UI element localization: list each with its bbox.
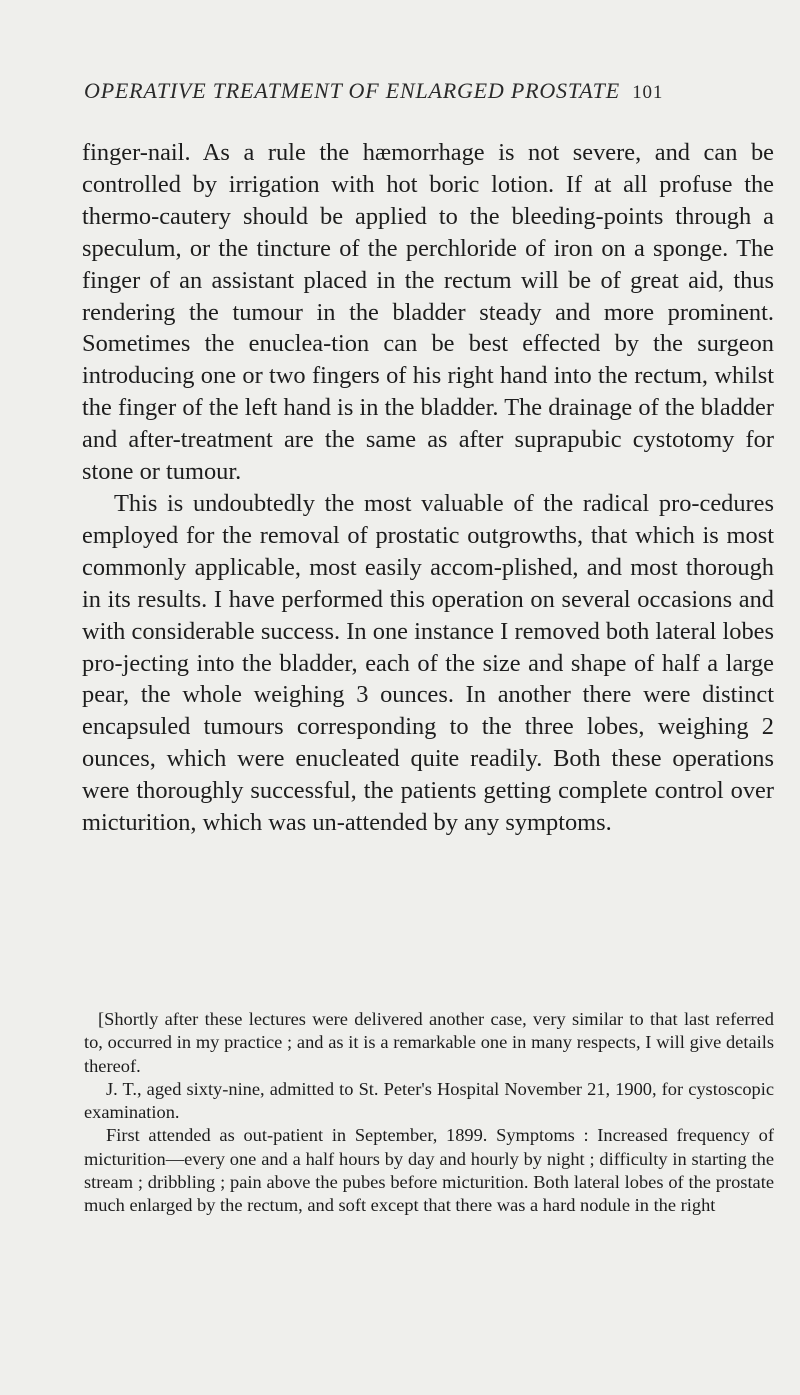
running-title: OPERATIVE TREATMENT OF ENLARGED PROSTATE <box>84 78 620 103</box>
case-notes <box>84 1008 774 1218</box>
body-paragraph-2: This is undoubtedly the most valuable of the radical pro-cedures employed for the removal of prostatic outgrowths, that which is most commonly applicable, most easily accom-plished, and most thorough in its results. I have performed this operation on several occasions and with considerable success. In one instance I removed both lateral lobes pro-jecting into the bladder, each of the size and shape of half a large pear, the whole weighing 3 ounces. In another there were distinct encapsuled tumours corresponding to the three lobes, weighing 2 ounces, which were enucleated quite readily. Both these operations were thoroughly successful, the patients getting complete control over micturition, which was un-attended by any symptoms. <box>82 489 774 837</box>
note-paragraph-2: J. T., aged sixty-nine, admitted to St. Peter's Hospital November 21, 1900, for cystoscopic examination. <box>84 1078 774 1123</box>
note-paragraph-3: First attended as out-patient in September, 1899. Symptoms : Increased frequency of micturition—every one and a half hours by day and hourly by night ; difficulty in starting the stream ; dribbling ; pain above the pubes before micturition. Both lateral lobes of the prostate much enlarged by the rectum, and soft except that there was a hard nodule in the right <box>84 1125 774 1216</box>
running-header <box>84 78 774 104</box>
main-text <box>82 137 774 839</box>
page-number: 101 <box>632 82 664 103</box>
note-paragraph-1: [Shortly after these lectures were delivered another case, very similar to that last referred to, occurred in my practice ; and as it is a remarkable one in many respects, I will give details thereof. <box>84 1009 774 1076</box>
body-paragraph-1: finger-nail. As a rule the hæmorrhage is not severe, and can be controlled by irrigation with hot boric lotion. If at all profuse the thermo-cautery should be applied to the bleeding-points through a speculum, or the tincture of the perchloride of iron on a sponge. The finger of an assistant placed in the rectum will be of great aid, thus rendering the tumour in the bladder steady and more prominent. Sometimes the enuclea-tion can be best effected by the surgeon introducing one or two fingers of his right hand into the rectum, whilst the finger of the left hand is in the bladder. The drainage of the bladder and after-treatment are the same as after suprapubic cystotomy for stone or tumour. <box>82 139 774 486</box>
